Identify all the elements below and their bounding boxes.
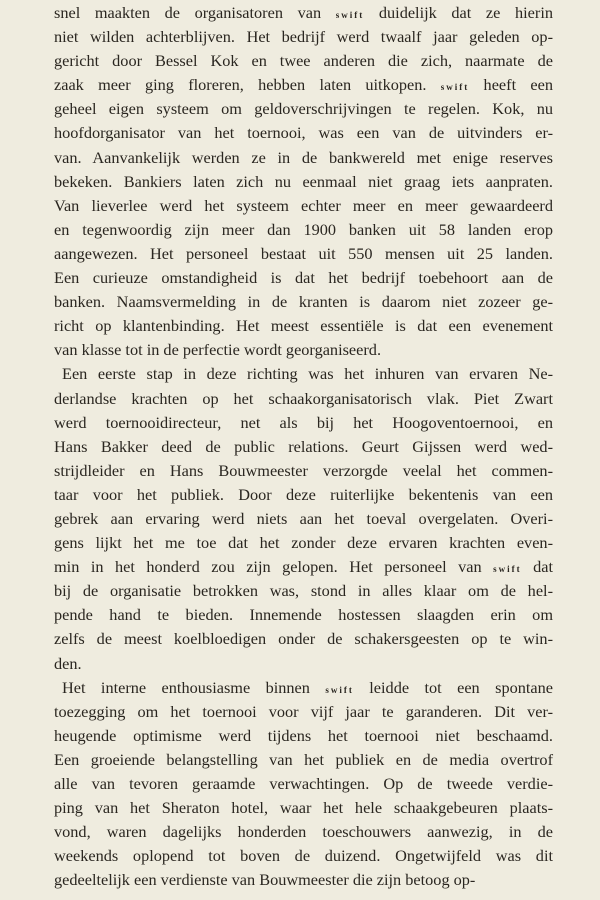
text-line [54,266,553,290]
text-line [54,700,553,724]
text-line [54,483,553,507]
text-run: banken. Naamsvermelding in de kranten is daarom niet zozeer ge- [54,292,553,312]
text-run: gericht door Bessel Kok en twee anderen die zich, naarmate de [54,51,553,71]
text-run: vond, waren dagelijks honderden toeschouwers aanwezig, in de [54,822,553,842]
text-run: zelfs de meest koelbloedigen onder de schakersgeesten op te win- [54,629,553,649]
text-run: min in het honderd zou zijn gelopen. Het personeel van [54,557,494,577]
text-line [54,121,553,145]
body-text [54,1,553,892]
text-line [54,772,553,796]
text-line [54,676,553,700]
text-run: van klasse tot in de perfectie wordt georganiseerd. [54,340,382,360]
text-run: gedeeltelijk een verdienste van Bouwmeester die zijn betoog op- [54,870,476,890]
text-line [54,627,553,651]
text-run: zaak meer ging floreren, hebben laten uitkopen. [54,75,441,95]
paragraph [54,1,553,362]
text-line [54,25,553,49]
text-run: bekeken. Bankiers laten zich nu eenmaal niet graag iets aanpraten. [54,171,553,191]
text-line [54,218,553,242]
small-caps-word: swift [325,684,354,695]
text-line [54,652,553,676]
text-run: alle van tevoren geraamde verwachtingen. Op de tweede verdie- [54,774,553,793]
text-line [54,73,553,97]
text-run: Van lieverlee werd het systeem echter meer en meer gewaardeerd [54,195,553,215]
text-run: richt op klantenbinding. Het meest essentiële is dat een evenement [54,316,553,336]
text-line [54,146,553,170]
text-line [54,170,553,194]
text-line [54,290,553,314]
text-run: derlandse krachten op het schaakorganisatorisch vlak. Piet Zwart [54,388,553,408]
text-line [54,387,553,411]
text-run: werd toernooidirecteur, net als bij het Hoogoventoernooi, en [54,412,553,432]
text-run: hoofdorganisator van het toernooi, was een van de uitvinders er- [54,123,553,143]
text-run: en tegenwoordig zijn meer dan 1900 banken uit 58 landen erop [54,219,553,239]
text-line [54,820,553,844]
paragraph [54,362,553,675]
text-line [54,411,553,435]
text-run: geheel eigen systeem om geldoverschrijvingen te regelen. Kok, nu [54,99,553,119]
text-line [54,314,553,338]
text-line [54,459,553,483]
text-line [54,435,553,459]
text-run: taar voor het publiek. Door deze ruiterlijke bekentenis van een [54,484,553,504]
text-run: snel maakten de organisatoren van [54,3,336,22]
text-line [54,579,553,603]
text-line [54,868,553,892]
text-run: van. Aanvankelijk werden ze in de bankwereld met enige reserves [54,147,553,167]
text-run: pende hand te bieden. Innemende hostessen slaagden erin om [54,605,553,625]
text-run: Een eerste stap in deze richting was het inhuren van ervaren Ne- [62,364,553,384]
text-run: dat [521,557,553,577]
text-line [54,362,553,386]
text-run: duidelijk dat ze hierin [364,3,553,22]
text-run: gebrek aan ervaring werd niets aan het toeval overgelaten. Overi- [54,508,553,528]
text-run: den. [54,653,82,673]
small-caps-word: swift [335,10,365,20]
text-line [54,507,553,531]
small-caps-word: swift [493,564,522,575]
text-line [54,194,553,218]
text-line [54,242,553,266]
text-run: Een groeiende belangstelling van het publiek en de media overtrof [54,749,553,769]
text-run: gens lijkt het me toe dat het zonder deze ervaren krachten even- [54,533,553,553]
text-run: bij de organisatie betrokken was, stond in alles klaar om de hel- [54,581,553,601]
text-line [54,748,553,772]
text-run: ping van het Sheraton hotel, waar het hele schaakgebeuren plaats- [54,798,553,818]
text-line [54,724,553,748]
text-line [54,844,553,868]
text-run: leidde tot een spontane [353,677,553,697]
text-run: niet wilden achterblijven. Het bedrijf werd twaalf jaar geleden op- [54,27,553,47]
text-line [54,338,553,362]
text-line [54,555,553,579]
small-caps-word: swift [440,82,470,93]
paragraph [54,676,553,893]
text-run: weekends oplopend tot boven de duizend. Ongetwijfeld was dit [54,846,553,866]
text-line [54,49,553,73]
text-run: heeft een [469,75,553,95]
text-run: strijdleider en Hans Bouwmeester verzorgde veelal het commen- [54,460,553,480]
text-run: toezegging om het toernooi voor vijf jaar te garanderen. Dit ver- [54,701,553,721]
text-run: Een curieuze omstandigheid is dat het bedrijf toebehoort aan de [54,268,553,288]
text-run: heugende optimisme werd tijdens het toernooi niet beschaamd. [54,725,553,745]
text-line [54,603,553,627]
text-line [54,531,553,555]
text-line [54,97,553,121]
text-line [54,796,553,820]
text-run: Hans Bakker deed de public relations. Geurt Gijssen werd wed- [54,436,553,456]
text-line [54,1,553,25]
text-run: aangewezen. Het personeel bestaat uit 550 mensen uit 25 landen. [54,243,553,263]
text-run: Het interne enthousiasme binnen [62,677,326,697]
